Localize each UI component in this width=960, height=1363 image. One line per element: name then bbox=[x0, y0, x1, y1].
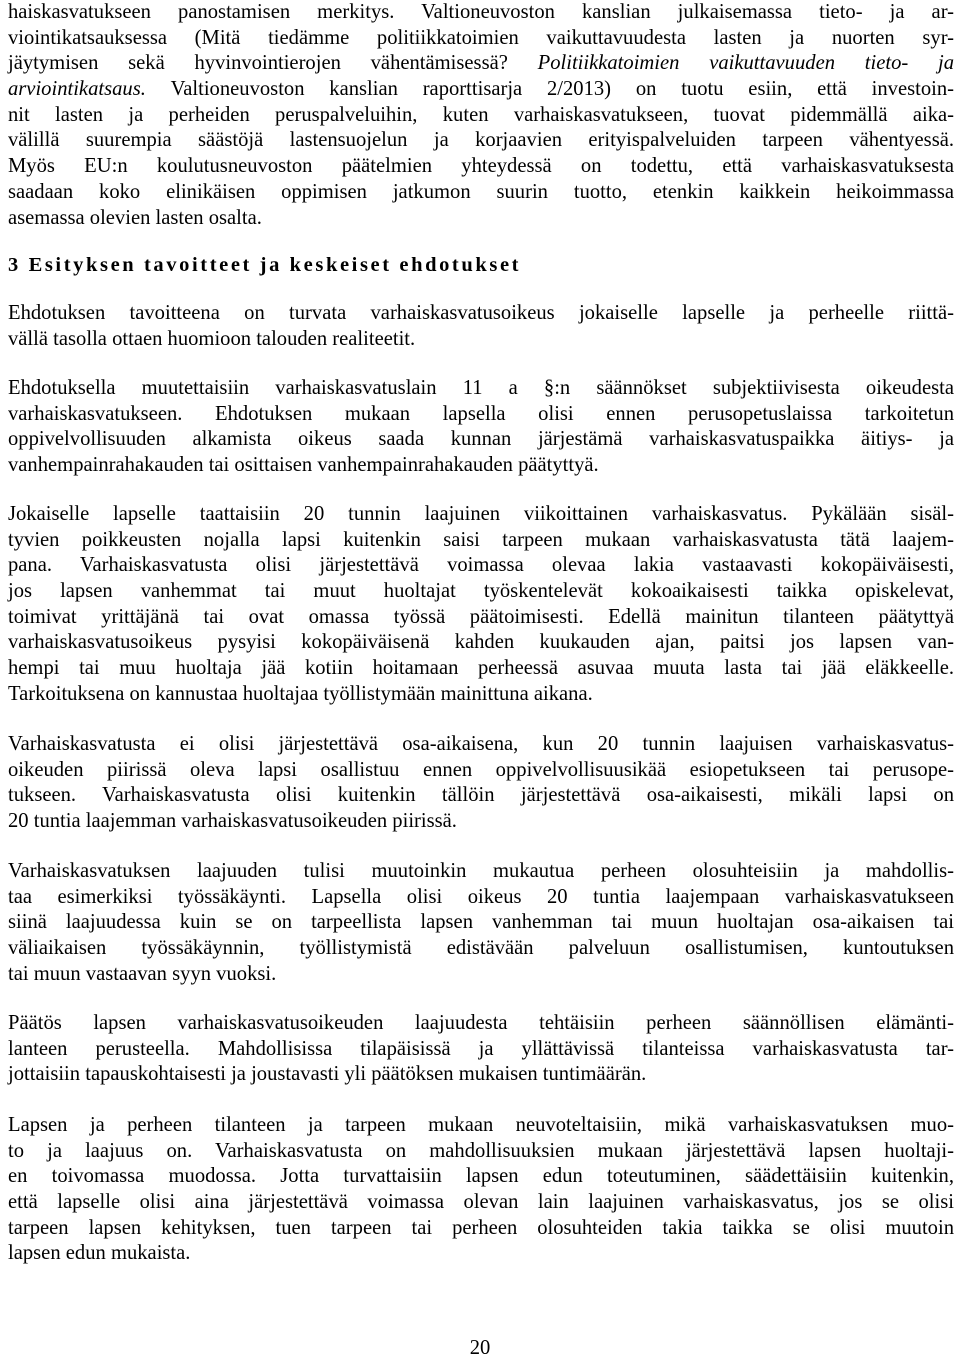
text-line: välillä suurempia säästöjä lastensuojelun ja korjaavien erityispalveluiden tarpeen vähentyessä. bbox=[8, 129, 954, 152]
text-line: to ja laajuus on. Varhaiskasvatusta on mahdollisuuksien mukaan järjestettävä lapsen huoltaji- bbox=[8, 1139, 954, 1162]
text-line: Päätös lapsen varhaiskasvatusoikeuden laajuudesta tehtäisiin perheen säännöllisen elämänti- bbox=[8, 1012, 954, 1034]
text-line: Varhaiskasvatusta ei olisi järjestettävä osa-aikaisena, kun 20 tunnin laajuisen varhaiskasvatus- bbox=[8, 733, 954, 755]
text-line: saadaan koko elinikäisen oppimisen jatkumon suurin tuotto, etenkin kaikkein heikoimmassa bbox=[8, 180, 954, 203]
text-line: hempi tai muu huoltaja jää kotiin hoitamaan perheessä asuvaa muuta lasta tai jää eläkkeelle. bbox=[8, 657, 954, 680]
text-line: 20 tuntia laajemman varhaiskasvatusoikeuden piirissä. bbox=[8, 810, 457, 833]
text-line: vällä tasolla ottaen huomioon talouden realiteetit. bbox=[8, 327, 416, 350]
section-heading: 3 Esityksen tavoitteet ja keskeiset ehdotukset bbox=[8, 254, 522, 276]
text-line: taa esimerkiksi työssäkäynti. Lapsella olisi oikeus 20 tuntia laajempaan varhaiskasvatukseen bbox=[8, 885, 954, 908]
text-line: toimivat yrittäjänä tai ovat omassa työssä päätoimisesti. Edellä mainitun tilanteen päätyttyä bbox=[8, 605, 954, 628]
text-line: Varhaiskasvatuksen laajuuden tulisi muutoinkin mukautua perheen olosuhteisiin ja mahdollis- bbox=[8, 860, 954, 882]
paragraph bbox=[8, 1113, 954, 1267]
text-line: varhaiskasvatusoikeus pysyisi kokopäiväisenä kahden kuukauden ajan, paitsi jos lapsen van- bbox=[8, 631, 954, 654]
text-line: viointikatsauksessa (Mitä tiedämme politiikkatoimien vaikuttavuudesta lasten ja nuorten syr- bbox=[8, 26, 954, 49]
text-line: tai muun vastaavan syyn vuoksi. bbox=[8, 962, 277, 985]
paragraph bbox=[8, 376, 954, 479]
text-line: Ehdotuksella muutettaisiin varhaiskasvatuslain 11 a §:n säännökset subjektiivisesta oikeudesta bbox=[8, 377, 954, 399]
text-segment: jäytymisen sekä hyvinvointierojen vähentämisessä? bbox=[8, 52, 538, 75]
text-line: haiskasvatukseen panostamisen merkitys. Valtioneuvoston kanslian julkaisemassa tieto- ja ar- bbox=[8, 1, 954, 23]
text-line: Myös EU:n koulutusneuvoston päätelmien yhteydessä on todettu, että varhaiskasvatuksesta bbox=[8, 155, 954, 178]
text-line: vanhempainrahakauden tai osittaisen vanhempainrahakauden päätyttyä. bbox=[8, 454, 599, 477]
text-line: asemassa olevien lasten osalta. bbox=[8, 206, 262, 229]
text-segment: Valtioneuvoston kanslian raporttisarja 2/2013) on tuotu esiin, että investoin- bbox=[170, 78, 955, 101]
text-line: en toivomassa muodossa. Jotta turvattaisiin lapsen edun toteutuminen, säädettäisiin kuitenkin, bbox=[8, 1165, 954, 1188]
text-line: Jokaiselle lapselle taattaisiin 20 tunnin laajuinen viikoittainen varhaiskasvatus. Pykälään sisäl- bbox=[8, 503, 954, 525]
paragraph bbox=[8, 502, 954, 708]
paragraph bbox=[8, 859, 954, 987]
page-number: 20 bbox=[469, 1337, 491, 1359]
text-line: jos lapsen vanhemmat tai muut huoltajat työskentelevät kokoaikaisesti taikka opiskelevat, bbox=[8, 580, 954, 603]
text-line: tukseen. Varhaiskasvatusta olisi kuitenkin tällöin järjestettävä osa-aikaisesti, mikäli lapsi on bbox=[8, 784, 954, 807]
text-line: Ehdotuksen tavoitteena on turvata varhaiskasvatusoikeus jokaiselle lapselle ja perheelle riittä- bbox=[8, 302, 954, 324]
text-line: tarpeen lapsen kehityksen, tuen tarpeen tai perheen olosuhteiden takia taikka se olisi muutoin bbox=[8, 1216, 954, 1239]
text-line: varhaiskasvatukseen. Ehdotuksen mukaan lapsella olisi ennen perusopetuslaissa tarkoitetun bbox=[8, 402, 954, 425]
paragraph bbox=[8, 1011, 954, 1088]
italic-title-cont: arviointikatsaus. bbox=[8, 78, 171, 101]
text-line: että lapselle olisi aina järjestettävä voimassa olevan lain laajuinen varhaiskasvatus, jos se olisi bbox=[8, 1191, 954, 1214]
text-line bbox=[8, 51, 954, 77]
text-line: oikeuden piirissä oleva lapsi osallistuu ennen oppivelvollisuusikää esiopetukseen tai perusope- bbox=[8, 758, 954, 781]
paragraph bbox=[8, 732, 954, 835]
text-line: pana. Varhaiskasvatusta olisi järjestettävä voimassa olevaa lakia vastaavasti kokopäiväisesti, bbox=[8, 554, 954, 577]
text-line: jottaisiin tapauskohtaisesti ja joustavasti yli päätöksen mukaisen tuntimäärän. bbox=[8, 1063, 647, 1086]
text-line: tyvien poikkeusten nojalla lapsi kuitenkin saisi tarpeen mukaan varhaiskasvatusta tätä laajem- bbox=[8, 528, 954, 551]
italic-title: Politiikkatoimien vaikuttavuuden tieto- ja bbox=[537, 52, 954, 75]
text-line: siinä laajuudessa kuin se on tarpeellista lapsen vanhemman tai muun huoltajan osa-aikaisen tai bbox=[8, 911, 954, 934]
paragraph bbox=[8, 301, 954, 352]
text-line bbox=[8, 77, 954, 103]
text-line: väliaikaisen työssäkäynnin, työllistymistä edistävään palveluun osallistumisen, kuntoutuksen bbox=[8, 937, 954, 960]
text-line: nit lasten ja perheiden peruspalveluihin, kuten varhaiskasvatukseen, tuovat pidemmällä aika- bbox=[8, 103, 954, 126]
intro-paragraph bbox=[8, 0, 954, 231]
text-line: lapsen edun mukaista. bbox=[8, 1242, 191, 1265]
text-line: lanteen perusteella. Mahdollisissa tilapäisissä ja yllättävissä tilanteissa varhaiskasvatusta tar- bbox=[8, 1037, 954, 1060]
text-line: Lapsen ja perheen tilanteen ja tarpeen mukaan neuvoteltaisiin, mikä varhaiskasvatuksen muo- bbox=[8, 1114, 954, 1136]
text-line: Tarkoituksena on kannustaa huoltajaa työllistymään mainittuna aikana. bbox=[8, 682, 593, 705]
text-line: oppivelvollisuuden alkamista oikeus saada kunnan järjestämä varhaiskasvatuspaikka äitiys- ja bbox=[8, 428, 954, 451]
